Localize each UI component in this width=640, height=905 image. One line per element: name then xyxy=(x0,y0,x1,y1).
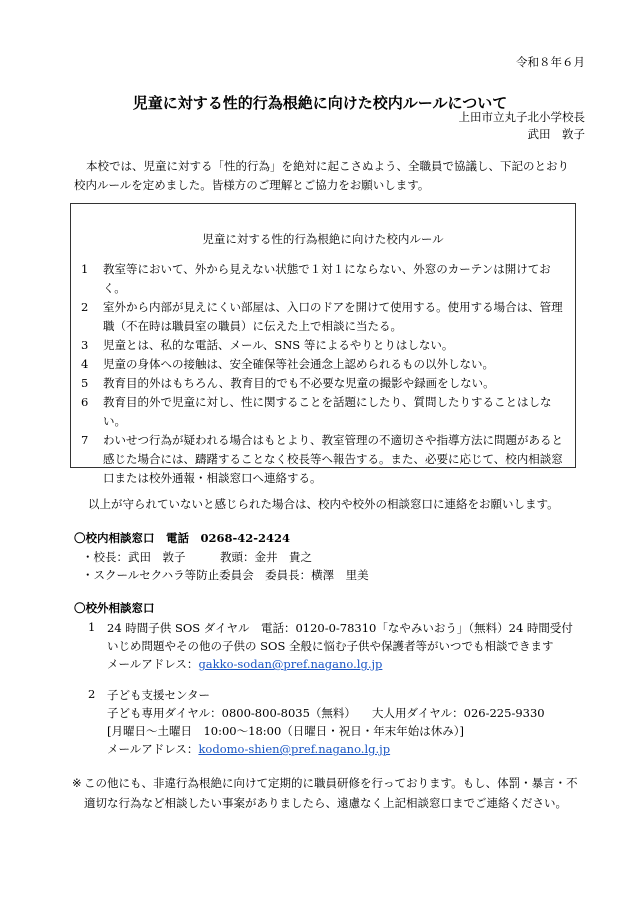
email-label: メールアドレス： xyxy=(107,742,199,756)
rule-text: 児童の身体への接触は、安全確保等社会通念上認められるもの以外しない。 xyxy=(103,357,494,371)
rule-text: 児童とは、私的な電話、メール、SNS 等によるやりとりはしない。 xyxy=(103,338,454,352)
note-text: この他にも、非違行為根絶に向けて定期的に職員研修を行っております。もし、体罰・暴言・不適切な行為など相談したい事案がありましたら、遠慮なく上記相談窓口までご連絡ください。 xyxy=(84,776,578,810)
rule-number: 5 xyxy=(81,376,89,390)
external-item-number: 2 xyxy=(88,687,96,701)
internal-contact-line: ・校長：武田 敦子 教頭：金井 貴之 xyxy=(82,550,312,564)
rules-box xyxy=(70,203,576,485)
support-hours-line: [月曜日～土曜日 10:00～18:00（日曜日・祝日・年末年始は休み）] xyxy=(107,724,465,738)
rule-item xyxy=(81,393,569,431)
rule-item xyxy=(81,260,569,298)
rule-number: 1 xyxy=(81,262,89,276)
adult-dial-line: 大人用ダイヤル：026-225-9330 xyxy=(372,706,545,720)
email-label: メールアドレス： xyxy=(107,657,199,671)
sos-email-link[interactable]: gakko-sodan@pref.nagano.lg.jp xyxy=(198,657,383,671)
footnote xyxy=(72,773,582,813)
external-contact-heading: 〇校外相談窓口 xyxy=(74,601,155,615)
rule-text: 教室等において、外から見えない状態で１対１にならない、外窓のカーテンは開けておく。 xyxy=(103,262,551,295)
rule-number: 2 xyxy=(81,300,89,314)
internal-contact-line: ・スクールセクハラ等防止委員会 委員長：横澤 里美 xyxy=(82,568,369,582)
child-dial-line: 子ども専用ダイヤル：0800-800-8035（無料） xyxy=(107,706,356,720)
rule-text: わいせつ行為が疑われる場合はもとより、教室管理の不適切さや指導方法に問題があると感じた場合には、躊躇することなく校長等へ報告する。また、必要に応じて、校内相談窓口または校外通報・相談窓口へ連絡する。 xyxy=(103,433,563,485)
rule-text: 室外から内部が見えにくい部屋は、入口のドアを開けて使用する。使用する場合は、管理職（不在時は職員室の職員）に伝えた上で相談に当たる。 xyxy=(103,300,563,333)
support-email-link[interactable]: kodomo-shien@pref.nagano.lg.jp xyxy=(198,742,391,756)
rules-list xyxy=(81,260,569,488)
rule-item xyxy=(81,298,569,336)
closing-text: 以上が守られていないと感じられた場合は、校内や校外の相談窓口に連絡をお願いします。 xyxy=(88,497,559,511)
rule-text: 教育目的外はもちろん、教育目的でも不必要な児童の撮影や録画をしない。 xyxy=(103,376,495,390)
rule-item xyxy=(81,336,569,355)
rule-item xyxy=(81,355,569,374)
intro-text: 本校では、児童に対する「性的行為」を絶対に起こさぬよう、全職員で協議し、下記のとおり校内ルールを定めました。皆様方のご理解とご協力をお願いします。 xyxy=(74,159,569,192)
rule-number: 7 xyxy=(81,433,89,447)
sos-email-line xyxy=(107,656,382,672)
rules-title: 児童に対する性的行為根絶に向けた校内ルール xyxy=(202,232,444,246)
rule-text: 教育目的外で児童に対し、性に関することを話題にしたり、質問したりすることはしない。 xyxy=(103,395,552,428)
intro-paragraph xyxy=(74,157,574,195)
issue-date: 令和８年６月 xyxy=(516,55,585,69)
page-title: 児童に対する性的行為根絶に向けた校内ルールについて xyxy=(132,94,508,112)
sos-description-line: いじめ問題やその他の子供の SOS 全般に悩む子供や保護者等がいつでも相談できます xyxy=(107,639,554,653)
support-center-name: 子ども支援センター xyxy=(107,688,211,702)
internal-contact-heading: 〇校内相談窓口 電話 0268-42-2424 xyxy=(74,531,291,545)
rule-item xyxy=(81,431,569,488)
support-email-line xyxy=(107,741,390,757)
rule-number: 3 xyxy=(81,338,89,352)
sos-dial-line: 24 時間子供 SOS ダイヤル 電話：0120-0-78310「なやみいおう」（無料）24 時間受付 xyxy=(107,621,573,635)
school-name: 上田市立丸子北小学校長 xyxy=(458,110,585,124)
external-item-number: 1 xyxy=(88,620,96,634)
rule-item xyxy=(81,374,569,393)
rule-number: 4 xyxy=(81,357,89,371)
principal-name: 武田 敦子 xyxy=(527,127,585,141)
rule-number: 6 xyxy=(81,395,89,409)
note-mark: ※ xyxy=(72,776,82,790)
